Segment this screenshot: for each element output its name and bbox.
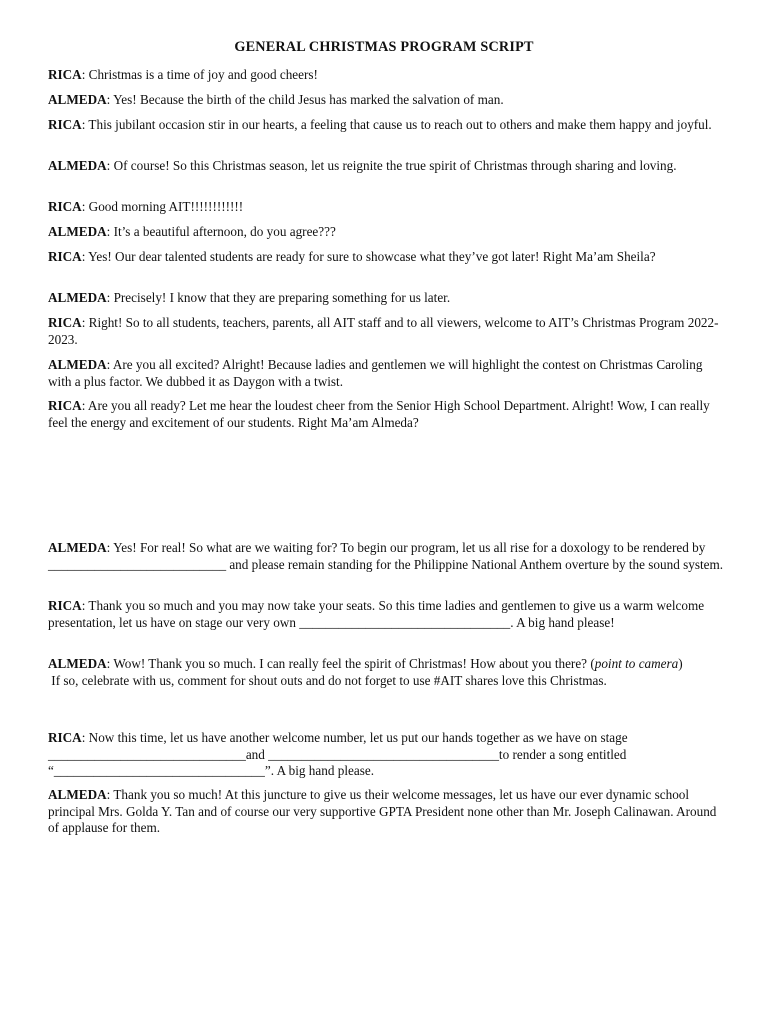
speaker-name: ALMEDA	[48, 787, 107, 802]
speaker-name: RICA	[48, 199, 82, 214]
speaker-name: RICA	[48, 249, 82, 264]
document-title: GENERAL CHRISTMAS PROGRAM SCRIPT	[234, 39, 534, 55]
dialogue-text: : Are you all ready? Let me hear the loudest cheer from the Senior High School Department. Alright! Wow, I can really feel the energy and excitement of our students. Right Ma’am Almeda?	[48, 398, 710, 430]
dialogue-text: : Now this time, let us have another welcome number, let us put our hands together as we have on stage ______________________________and ___________________________________to render a song entitled “________________________________”. A big hand please.	[48, 730, 628, 778]
speaker-name: RICA	[48, 398, 82, 413]
script-line	[48, 315, 728, 348]
script-line	[48, 656, 728, 689]
speaker-name: RICA	[48, 315, 82, 330]
dialogue-continuation: If so, celebrate with us, comment for shout outs and do not forget to use #AIT shares love this Christmas.	[48, 672, 607, 688]
script-line	[48, 398, 728, 431]
script-line	[48, 598, 728, 631]
script-line	[48, 290, 728, 307]
speaker-name: ALMEDA	[48, 290, 107, 305]
stage-direction: point to camera	[594, 656, 679, 671]
dialogue-text: : Thank you so much and you may now take your seats. So this time ladies and gentlemen to give us a warm welcome presentation, let us have on stage our very own ________________________________. A big hand please!	[48, 598, 705, 630]
speaker-name: ALMEDA	[48, 158, 107, 173]
script-line	[48, 730, 728, 780]
dialogue-text: : Good morning AIT!!!!!!!!!!!!	[81, 199, 244, 214]
speaker-name: RICA	[48, 117, 82, 132]
script-line	[48, 357, 728, 390]
dialogue-text: : Precisely! I know that they are preparing something for us later.	[106, 290, 451, 305]
speaker-name: ALMEDA	[48, 224, 107, 239]
dialogue-text: : Wow! Thank you so much. I can really feel the spirit of Christmas! How about you there? (	[106, 656, 595, 671]
script-line	[48, 158, 728, 175]
speaker-name: ALMEDA	[48, 92, 107, 107]
script-line	[48, 92, 728, 109]
dialogue-text: )	[678, 656, 683, 671]
speaker-name: RICA	[48, 730, 82, 745]
script-line	[48, 249, 728, 266]
dialogue-text: : Of course! So this Christmas season, let us reignite the true spirit of Christmas through sharing and loving.	[106, 158, 677, 173]
script-line	[48, 787, 728, 837]
dialogue-text: : Are you all excited? Alright! Because ladies and gentlemen we will highlight the contest on Christmas Caroling with a plus factor. We dubbed it as Daygon with a twist.	[48, 357, 703, 389]
speaker-name: ALMEDA	[48, 540, 107, 555]
dialogue-text: : Yes! Because the birth of the child Jesus has marked the salvation of man.	[106, 92, 504, 107]
script-line	[48, 117, 728, 134]
speaker-name: ALMEDA	[48, 357, 107, 372]
speaker-name: RICA	[48, 598, 82, 613]
speaker-name: RICA	[48, 67, 82, 82]
speaker-name: ALMEDA	[48, 656, 107, 671]
script-line	[48, 224, 728, 241]
dialogue-text: : Right! So to all students, teachers, parents, all AIT staff and to all viewers, welcome to AIT’s Christmas Program 2022-2023.	[48, 315, 719, 347]
dialogue-text: : This jubilant occasion stir in our hearts, a feeling that cause us to reach out to others and make them happy and joyful.	[81, 117, 712, 132]
dialogue-text: : It’s a beautiful afternoon, do you agree???	[106, 224, 336, 239]
dialogue-text: : Christmas is a time of joy and good cheers!	[81, 67, 318, 82]
dialogue-text: : Thank you so much! At this juncture to give us their welcome messages, let us have our ever dynamic school principal Mrs. Golda Y. Tan and of course our very supportive GPTA President none other than Mr. Joseph Calinawan. Around of applause for them.	[48, 787, 717, 835]
dialogue-text: : Yes! Our dear talented students are ready for sure to showcase what they’ve got later! Right Ma’am Sheila?	[81, 249, 656, 264]
script-line	[48, 67, 728, 84]
script-line	[48, 199, 728, 216]
script-line	[48, 540, 728, 573]
dialogue-text: : Yes! For real! So what are we waiting for? To begin our program, let us all rise for a doxology to be rendered by ___________________________ and please remain standing for the Philippine National Anthem overture by the sound system.	[48, 540, 724, 572]
